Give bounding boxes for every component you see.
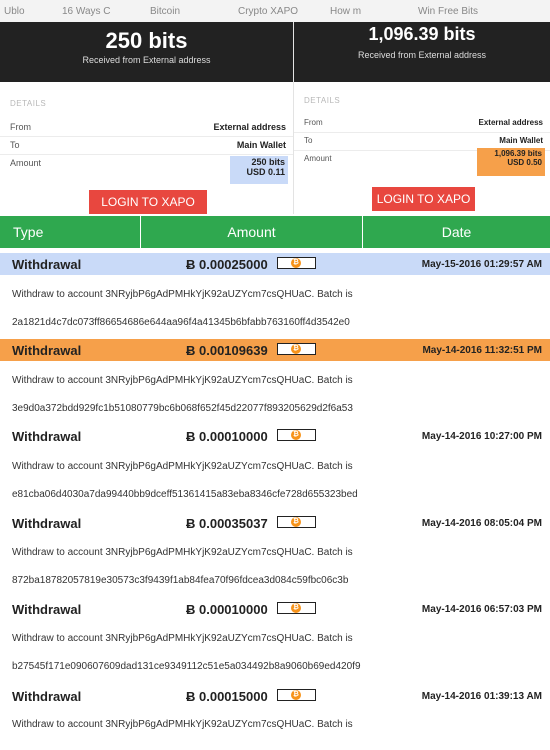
bitcoin-badge — [277, 689, 316, 701]
browser-tab-strip — [0, 0, 550, 23]
hero-subtitle: Received from External address — [357, 50, 487, 60]
transaction-batch-id: 2a1821d4c7dc073ff86654686e644aa96f4a41345b6bfabb763160ff4d3542e0 — [12, 317, 350, 328]
transactions-table-header — [0, 216, 550, 248]
bitcoin-icon: ₿ — [291, 258, 301, 268]
column-header-amount[interactable]: Amount — [141, 216, 363, 248]
transaction-batch-id: 872ba18782057819e30573c3f9439f1ab84fea70f96fdcea3d084c59fbc06c3b — [12, 575, 349, 586]
from-row — [0, 118, 293, 137]
transaction-amount: Ƀ 0.00015000 — [186, 689, 268, 704]
browser-tab[interactable]: Win Free Bits — [418, 6, 479, 17]
transaction-date: May-14-2016 11:32:51 PM — [422, 345, 542, 356]
bitcoin-badge — [277, 516, 316, 528]
login-to-xapo-button[interactable]: LOGIN TO XAPO — [372, 187, 475, 211]
browser-tab[interactable]: 16 Ways C — [62, 6, 111, 17]
transaction-date: May-14-2016 01:39:13 AM — [421, 691, 542, 702]
from-value: External address — [213, 122, 286, 132]
bitcoin-badge — [277, 257, 316, 269]
browser-tab[interactable]: Ublo — [4, 6, 25, 17]
amount-label: Amount — [10, 158, 42, 168]
receipt-panel-left — [0, 22, 293, 214]
transaction-type: Withdrawal — [12, 689, 82, 704]
transaction-amount: Ƀ 0.00035037 — [186, 516, 268, 531]
amount-usd: USD 0.50 — [507, 157, 542, 167]
bitcoin-badge — [277, 602, 316, 614]
from-label: From — [10, 122, 31, 132]
transaction-date: May-15-2016 01:29:57 AM — [421, 259, 542, 270]
hero-amount: 250 bits — [105, 28, 188, 53]
transaction-amount: Ƀ 0.00109639 — [186, 343, 268, 358]
transaction-batch-id: e81cba06d4030a7da99440bb9dceff51361415a83eba8346cfe728d655323bed — [12, 489, 358, 500]
to-label: To — [304, 136, 313, 145]
transaction-description: Withdraw to account 3NRyjbP6gAdPMHkYjK92aUZYcm7csQHUaC. Batch is — [12, 375, 353, 386]
bitcoin-icon: ₿ — [291, 690, 301, 700]
transaction-amount: Ƀ 0.00010000 — [186, 429, 268, 444]
amount-box — [477, 148, 545, 176]
transaction-date: May-14-2016 10:27:00 PM — [421, 431, 542, 442]
hero-subtitle: Received from External address — [82, 55, 211, 65]
transaction-row[interactable] — [0, 339, 550, 361]
transaction-type: Withdrawal — [12, 343, 82, 358]
bitcoin-icon: ₿ — [291, 603, 301, 613]
transaction-row[interactable] — [0, 598, 550, 620]
browser-tab[interactable]: Bitcoin — [150, 6, 181, 17]
to-value: Main Wallet — [499, 136, 543, 145]
transaction-description: Withdraw to account 3NRyjbP6gAdPMHkYjK92aUZYcm7csQHUaC. Batch is — [12, 289, 353, 300]
column-header-date[interactable]: Date — [441, 224, 472, 240]
to-row — [0, 136, 293, 155]
to-value: Main Wallet — [236, 140, 286, 150]
from-value: External address — [478, 118, 543, 127]
amount-bits: 1,096.39 bits — [494, 149, 542, 158]
bitcoin-icon: ₿ — [291, 344, 301, 354]
details-label: DETAILS — [304, 96, 341, 105]
login-to-xapo-button[interactable]: LOGIN TO XAPO — [89, 190, 207, 214]
browser-tab[interactable]: Crypto XAPO — [238, 6, 299, 17]
bitcoin-badge — [277, 429, 316, 441]
bitcoin-badge — [277, 343, 316, 355]
hero-amount: 1,096.39 bits — [368, 24, 476, 44]
transaction-date: May-14-2016 08:05:04 PM — [421, 518, 542, 529]
transaction-description: Withdraw to account 3NRyjbP6gAdPMHkYjK92aUZYcm7csQHUaC. Batch is — [12, 547, 353, 558]
transaction-type: Withdrawal — [12, 257, 82, 272]
transaction-description: Withdraw to account 3NRyjbP6gAdPMHkYjK92aUZYcm7csQHUaC. Batch is — [12, 461, 353, 472]
transaction-row[interactable] — [0, 685, 550, 707]
amount-label: Amount — [304, 154, 332, 163]
receipt-panel-right — [294, 22, 550, 214]
browser-tab[interactable]: How m — [330, 6, 362, 17]
transaction-date: May-14-2016 06:57:03 PM — [421, 604, 542, 615]
transaction-row[interactable] — [0, 512, 550, 534]
transaction-type: Withdrawal — [12, 602, 82, 617]
transaction-batch-id: b27545f171e090607609dad131ce9349112c51e5a034492b8a9060b69ed420f9 — [12, 661, 361, 672]
amount-bits: 250 bits — [251, 157, 285, 167]
from-row — [294, 114, 550, 133]
transaction-type: Withdrawal — [12, 429, 82, 444]
transaction-description: Withdraw to account 3NRyjbP6gAdPMHkYjK92aUZYcm7csQHUaC. Batch is — [12, 633, 353, 644]
bitcoin-icon: ₿ — [291, 517, 301, 527]
details-label: DETAILS — [10, 99, 47, 108]
transaction-row[interactable] — [0, 253, 550, 275]
to-label: To — [10, 140, 20, 150]
transaction-type: Withdrawal — [12, 516, 82, 531]
transaction-batch-id: 3e9d0a372bdd929fc1b51080779bc6b068f652f45d22077f893205629d2f6a53 — [12, 403, 353, 414]
transaction-description: Withdraw to account 3NRyjbP6gAdPMHkYjK92aUZYcm7csQHUaC. Batch is — [12, 719, 353, 730]
amount-hero — [294, 22, 550, 82]
amount-box — [230, 156, 288, 184]
amount-usd: USD 0.11 — [246, 166, 285, 177]
column-header-type[interactable]: Type — [4, 216, 141, 248]
transaction-amount: Ƀ 0.00010000 — [186, 602, 268, 617]
transaction-amount: Ƀ 0.00025000 — [186, 257, 268, 272]
bitcoin-icon: ₿ — [291, 430, 301, 440]
from-label: From — [304, 118, 323, 127]
transaction-row[interactable] — [0, 425, 550, 447]
amount-hero — [0, 22, 293, 82]
